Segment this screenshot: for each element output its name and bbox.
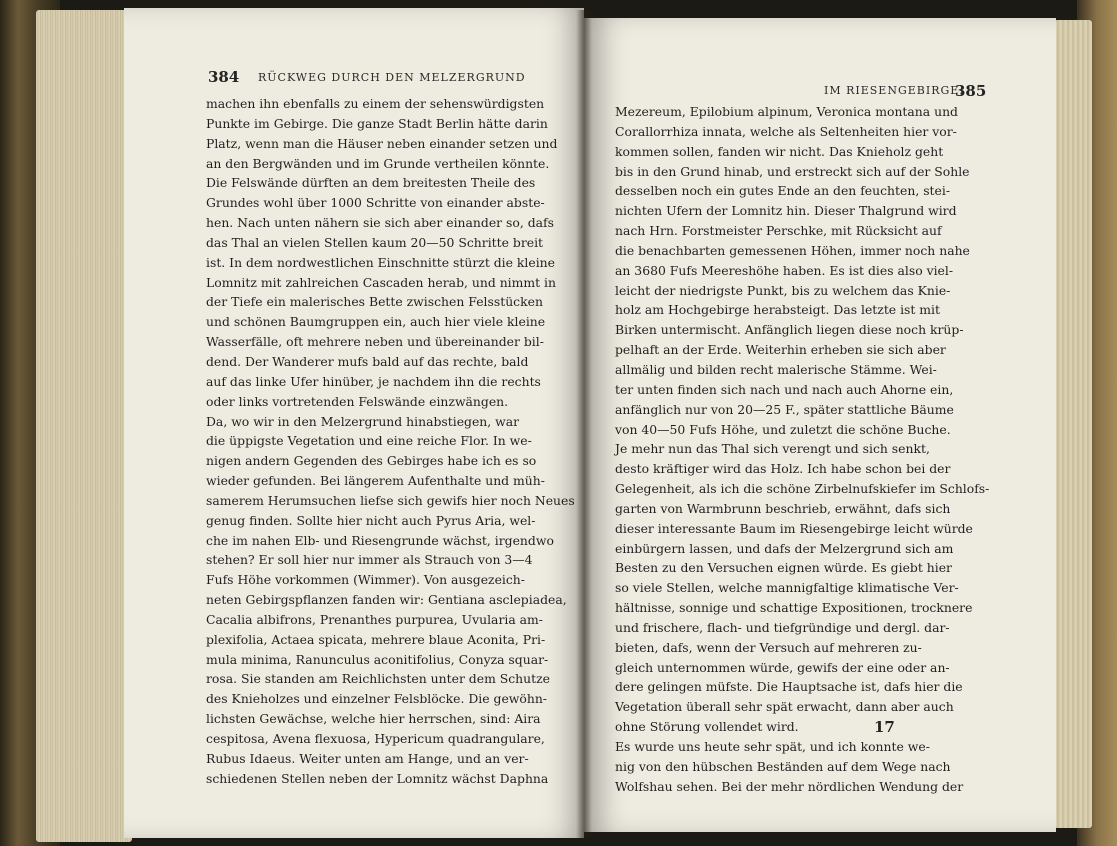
text-line: und frischere, flach- und tiefgründige und dergl. dar- <box>615 619 950 635</box>
right-page <box>584 18 1056 832</box>
text-line: Lomnitz mit zahlreichen Cascaden herab, und nimmt in <box>206 274 557 290</box>
left-page <box>124 8 584 838</box>
text-line: genug finden. Sollte hier nicht auch Pyrus Aria, wel- <box>206 512 536 528</box>
page-number-right: 385 <box>955 82 987 100</box>
text-line: Besten zu den Versuchen eignen würde. Es giebt hier <box>615 560 952 576</box>
text-line: auf das linke Ufer hinüber, je nachdem ihn die rechts <box>206 373 541 389</box>
text-line: mula minima, Ranunculus aconitifolius, Conyza squar- <box>206 651 549 667</box>
text-line: wieder gefunden. Bei längerem Aufenthalte und müh- <box>206 473 545 489</box>
text-line: nigen andern Gegenden des Gebirges habe ich es so <box>206 453 537 469</box>
text-line: Cacalia albifrons, Prenanthes purpurea, Uvularia am- <box>206 611 543 627</box>
text-line: Birken untermischt. Anfänglich liegen diese noch krüp- <box>615 322 964 338</box>
text-line: von 40—50 Fufs Höhe, und zuletzt die schöne Buche. <box>615 421 951 437</box>
text-line: kommen sollen, fanden wir nicht. Das Knieholz geht <box>615 143 944 159</box>
text-line: Gelegenheit, als ich die schöne Zirbelnufskiefer im Schlofs- <box>615 481 990 497</box>
text-line: rosa. Sie standen am Reichlichsten unter dem Schutze <box>206 671 550 687</box>
left-page-body <box>206 94 575 789</box>
text-line: an den Bergwänden und im Grunde vertheilen könnte. <box>206 155 550 171</box>
text-line: stehen? Er soll hier nur immer als Strauch von 3—4 <box>206 552 533 568</box>
text-line: neten Gebirgspflanzen fanden wir: Gentiana asclepiadea, <box>206 592 567 608</box>
text-line: desselben noch ein gutes Ende an den feuchten, stei- <box>615 183 951 199</box>
book-gutter <box>576 10 592 838</box>
signature-mark: 17 <box>874 718 895 736</box>
text-line: so viele Stellen, welche mannigfaltige klimatische Ver- <box>615 580 959 596</box>
text-line: cespitosa, Avena flexuosa, Hypericum quadrangulare, <box>206 731 545 746</box>
text-line: des Knieholzes und einzelner Felsblöcke. Die gewöhn- <box>206 691 547 707</box>
text-line: ist. In dem nordwestlichen Einschnitte stürzt die kleine <box>206 254 555 270</box>
text-line: hältnisse, sonnige und schattige Expositionen, trocknere <box>615 600 973 616</box>
right-page-body <box>615 102 990 797</box>
text-line: Rubus Idaeus. Weiter unten am Hange, und an ver- <box>206 750 529 766</box>
running-head-right: IM RIESENGEBIRGE. <box>824 84 964 97</box>
text-line: Je mehr nun das Thal sich verengt und sich senkt, <box>615 441 930 457</box>
text-line: die üppigste Vegetation und eine reiche Flor. In we- <box>206 433 532 449</box>
text-line: gleich unternommen würde, gewifs der eine oder an- <box>615 659 950 675</box>
text-line: an 3680 Fufs Meereshöhe haben. Es ist dies also viel- <box>615 262 954 278</box>
text-line: bis in den Grund hinab, und erstreckt sich auf der Sohle <box>615 163 970 179</box>
text-line: allmälig und bilden recht malerische Stämme. Wei- <box>615 361 937 377</box>
text-line: nig von den hübschen Beständen auf dem Wege nach <box>615 758 951 774</box>
text-line: das Thal an vielen Stellen kaum 20—50 Schritte breit <box>206 234 544 250</box>
text-line: Wolfshau sehen. Bei der mehr nördlichen Wendung der <box>615 778 964 794</box>
text-line: dere gelingen müfste. Die Hauptsache ist, dafs hier die <box>615 679 963 695</box>
text-line: desto kräftiger wird das Holz. Ich habe schon bei der <box>615 461 951 477</box>
text-line: Wasserfälle, oft mehrere neben und übereinander bil- <box>206 334 544 350</box>
text-line: oder links vortretenden Felswände einzwängen. <box>206 393 509 409</box>
text-line: einbürgern lassen, und dafs der Melzergrund sich am <box>615 540 954 556</box>
text-line: ter unten finden sich nach und nach auch Ahorne ein, <box>615 381 954 397</box>
text-line: Mezereum, Epilobium alpinum, Veronica montana und <box>615 104 958 119</box>
text-line: lichsten Gewächse, welche hier herrschen, sind: Aira <box>206 711 541 727</box>
text-line: dend. Der Wanderer mufs bald auf das rechte, bald <box>206 353 529 369</box>
text-line: bieten, dafs, wenn der Versuch auf mehreren zu- <box>615 639 922 655</box>
text-line: die benachbarten gemessenen Höhen, immer noch nahe <box>615 242 970 258</box>
text-line: che im nahen Elb- und Riesengrunde wächst, irgendwo <box>206 532 554 548</box>
text-line: der Tiefe ein malerisches Bette zwischen Felsstücken <box>206 294 543 310</box>
text-line: samerem Herumsuchen liefse sich gewifs hier noch Neues <box>206 492 575 508</box>
text-line: Grundes wohl über 1000 Schritte von einander abste- <box>206 195 545 211</box>
text-line: schiedenen Stellen neben der Lomnitz wächst Daphna <box>206 770 549 786</box>
text-line: holz am Hochgebirge herabsteigt. Das letzte ist mit <box>615 302 940 318</box>
text-line: Vegetation überall sehr spät erwacht, dann aber auch <box>615 699 954 715</box>
text-line: Die Felswände dürften an dem breitesten Theile des <box>206 175 536 191</box>
text-line: und schönen Baumgruppen ein, auch hier viele kleine <box>206 314 546 330</box>
text-line: plexifolia, Actaea spicata, mehrere blaue Aconita, Pri- <box>206 631 546 647</box>
text-line: machen ihn ebenfalls zu einem der sehenswürdigsten <box>206 96 545 111</box>
running-head-left: RÜCKWEG DURCH DEN MELZERGRUND <box>258 71 526 84</box>
text-line: leicht der niedrigste Punkt, bis zu welchem das Knie- <box>615 282 951 298</box>
text-line: garten von Warmbrunn beschrieb, erwähnt, dafs sich <box>615 500 951 516</box>
text-line: hen. Nach unten nähern sie sich aber einander so, dafs <box>206 215 554 231</box>
text-line: Es wurde uns heute sehr spät, und ich konnte we- <box>615 739 930 754</box>
text-line: pelhaft an der Erde. Weiterhin erheben sie sich aber <box>615 342 946 358</box>
page-edges-right <box>1054 20 1092 828</box>
page-edges-left <box>36 10 132 842</box>
page-number-left: 384 <box>208 68 240 86</box>
text-line: Fufs Höhe vorkommen (Wimmer). Von ausgezeich- <box>206 572 525 588</box>
text-line: ohne Störung vollendet wird. <box>615 719 799 735</box>
text-line: Da, wo wir in den Melzergrund hinabstiegen, war <box>206 413 520 429</box>
text-line: Punkte im Gebirge. Die ganze Stadt Berlin hätte darin <box>206 115 548 131</box>
text-line: nichten Ufern der Lomnitz hin. Dieser Thalgrund wird <box>615 203 957 219</box>
text-line: Corallorrhiza innata, welche als Seltenheiten hier vor- <box>615 123 957 139</box>
text-line: Platz, wenn man die Häuser neben einander setzen und <box>206 135 558 151</box>
text-line: anfänglich nur von 20—25 F., später stattliche Bäume <box>615 401 954 417</box>
text-line: nach Hrn. Forstmeister Perschke, mit Rücksicht auf <box>615 223 942 239</box>
text-line: dieser interessante Baum im Riesengebirge leicht würde <box>615 520 973 536</box>
